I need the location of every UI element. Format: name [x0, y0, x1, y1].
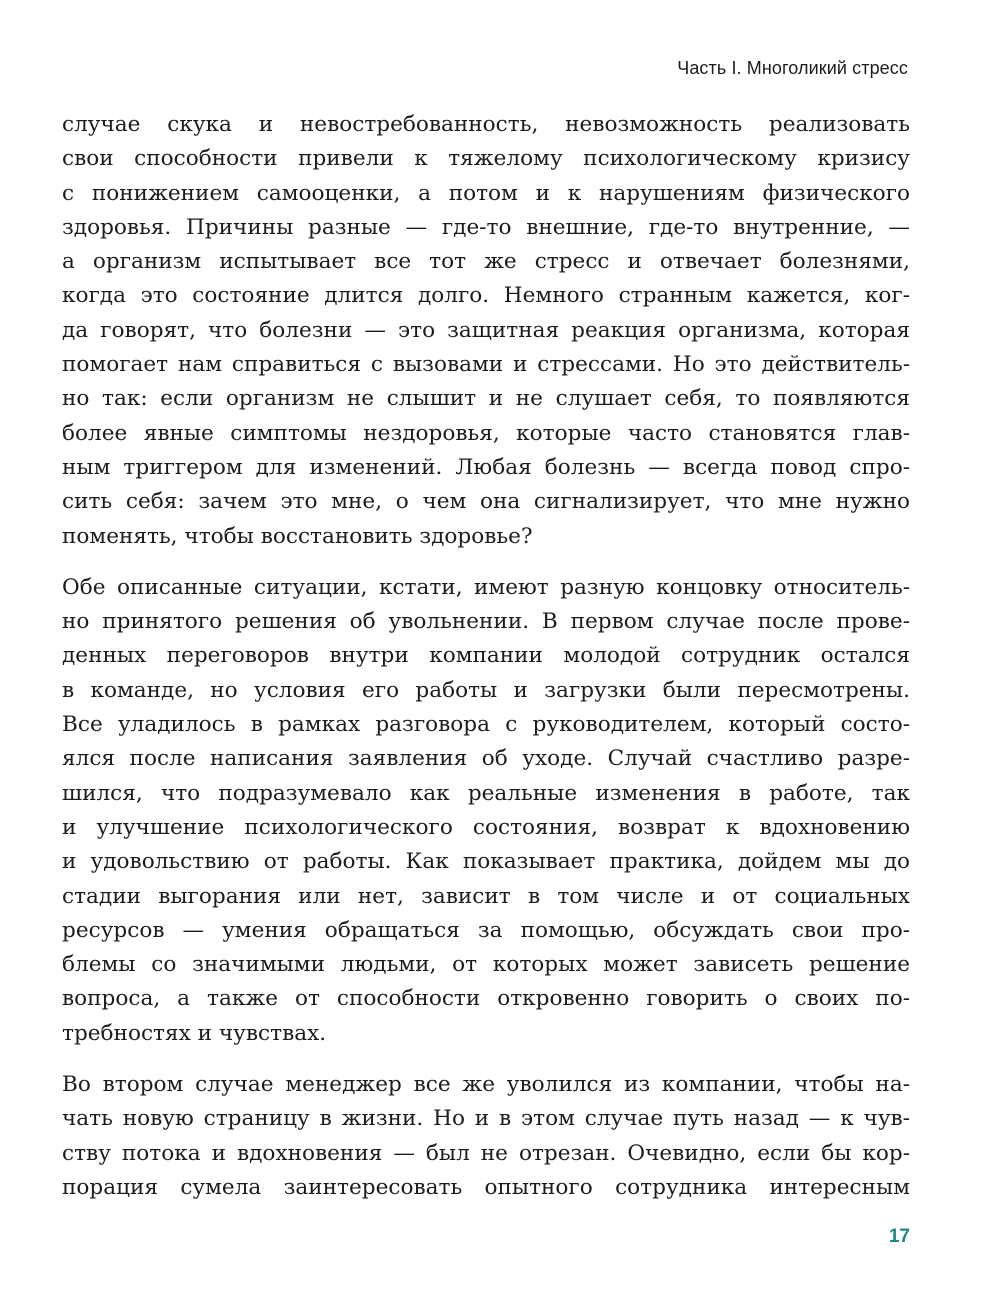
text-line: стадии выгорания или нет, зависит в том числе и от социальных	[62, 883, 910, 909]
text-line: помогает нам справиться с вызовами и стрессами. Но это действитель-	[62, 352, 910, 378]
text-line: ялся после написания заявления об уходе. Случай счастливо разре-	[62, 746, 910, 772]
text-line: ству потока и вдохновения — был не отрезан. Очевидно, если бы кор-	[62, 1140, 910, 1166]
running-header: Часть I. Многоликий стресс	[677, 58, 908, 78]
text-line: и удовольствию от работы. Как показывает практика, дойдем мы до	[62, 849, 910, 875]
text-line: шился, что подразумевало как реальные изменения в работе, так	[62, 780, 910, 806]
text-line: но принятого решения об увольнении. В первом случае после прове-	[62, 609, 910, 635]
text-line: когда это состояние длится долго. Немного странным кажется, ког-	[62, 283, 910, 309]
text-line: с понижением самооценки, а потом и к нарушениям физического	[62, 180, 910, 206]
paragraph-1	[62, 108, 910, 554]
text-line: и улучшение психологического состояния, возврат к вдохновению	[62, 814, 910, 840]
text-line: требностях и чувствах.	[62, 1020, 327, 1046]
text-line: ным триггером для изменений. Любая болезнь — всегда повод спро-	[62, 454, 910, 480]
text-line: чать новую страницу в жизни. Но и в этом случае путь назад — к чув-	[62, 1106, 910, 1132]
text-line: случае скука и невостребованность, невозможность реализовать	[62, 112, 910, 137]
page-number: 17	[888, 1226, 910, 1247]
text-line: Обе описанные ситуации, кстати, имеют разную концовку относитель-	[62, 574, 910, 600]
text-line: поменять, чтобы восстановить здоровье?	[62, 523, 533, 549]
text-line: порация сумела заинтересовать опытного сотрудника интересным	[62, 1174, 910, 1200]
text-line: более явные симптомы нездоровья, которые часто становятся глав-	[62, 420, 910, 446]
paragraph-3	[62, 1068, 910, 1205]
text-line: Все уладилось в рамках разговора с руководителем, который состо-	[62, 712, 910, 738]
text-line: свои способности привели к тяжелому психологическому кризису	[62, 146, 910, 172]
text-line: вопроса, а также от способности откровенно говорить о своих по-	[62, 986, 910, 1012]
text-line: сить себя: зачем это мне, о чем она сигнализирует, что мне нужно	[62, 489, 910, 515]
text-line: здоровья. Причины разные — где-то внешние, где-то внутренние, —	[62, 214, 910, 240]
text-line: а организм испытывает все тот же стресс и отвечает болезнями,	[62, 249, 910, 275]
text-line: да говорят, что болезни — это защитная реакция организма, которая	[62, 317, 910, 343]
text-line: блемы со значимыми людьми, от которых может зависеть решение	[62, 952, 910, 978]
text-line: Во втором случае менеджер все же уволился из компании, чтобы на-	[62, 1072, 910, 1098]
paragraph-2	[62, 571, 910, 1051]
text-line: но так: если организм не слышит и не слушает себя, то появляются	[62, 386, 910, 412]
body-text	[62, 108, 910, 1205]
text-line: ресурсов — умения обращаться за помощью, обсуждать свои про-	[62, 917, 910, 943]
text-line: денных переговоров внутри компании молодой сотрудник остался	[62, 643, 910, 669]
text-line: в команде, но условия его работы и загрузки были пересмотрены.	[62, 677, 910, 703]
